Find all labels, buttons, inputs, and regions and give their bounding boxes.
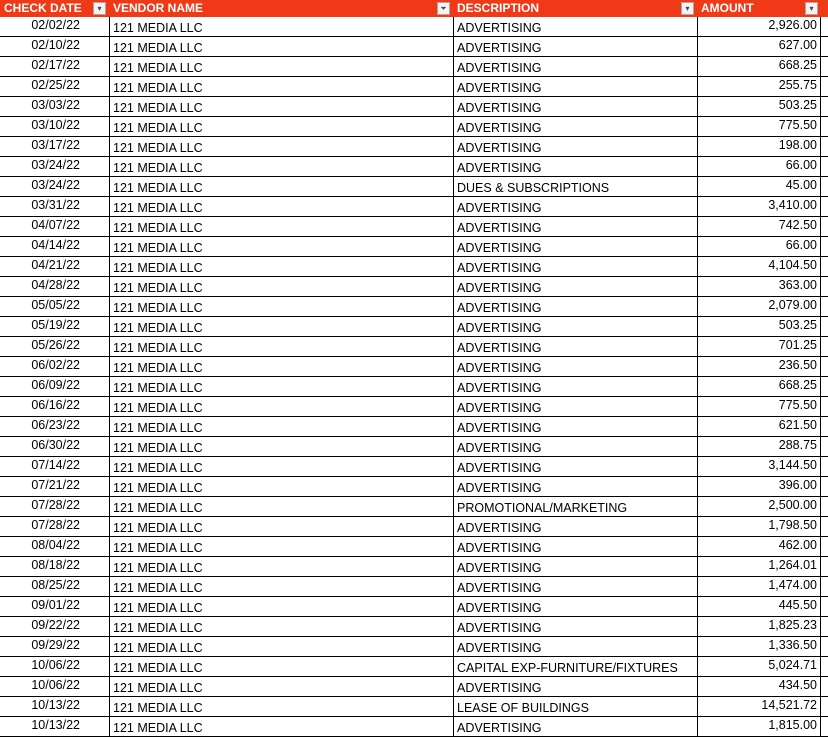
table-row[interactable] [0, 77, 828, 97]
check-date-cell[interactable]: 09/29/22 [31, 638, 80, 652]
check-date-cell[interactable]: 06/16/22 [31, 398, 80, 412]
amount-cell[interactable]: 66.00 [697, 157, 821, 177]
description-cell[interactable]: ADVERTISING [453, 517, 697, 537]
sort-filter-icon[interactable]: ▾ [93, 2, 106, 15]
vendor-name-cell[interactable]: 121 MEDIA LLC [109, 537, 453, 557]
vendor-name-cell[interactable]: 121 MEDIA LLC [109, 417, 453, 437]
description-cell[interactable]: ADVERTISING [453, 397, 697, 417]
check-date-cell[interactable]: 03/03/22 [31, 98, 80, 112]
check-date-cell[interactable]: 10/13/22 [31, 718, 80, 732]
vendor-name-cell[interactable]: 121 MEDIA LLC [109, 437, 453, 457]
vendor-name-cell[interactable]: 121 MEDIA LLC [109, 457, 453, 477]
check-date-cell[interactable]: 08/04/22 [31, 538, 80, 552]
description-cell[interactable]: ADVERTISING [453, 717, 697, 737]
header-check-date[interactable] [0, 0, 109, 17]
check-date-cell[interactable]: 04/21/22 [31, 258, 80, 272]
check-date-cell[interactable]: 03/10/22 [31, 118, 80, 132]
table-row[interactable] [0, 577, 828, 597]
vendor-name-cell[interactable]: 121 MEDIA LLC [109, 317, 453, 337]
check-date-cell[interactable]: 02/10/22 [31, 38, 80, 52]
amount-cell[interactable]: 775.50 [697, 117, 821, 137]
vendor-name-cell[interactable]: 121 MEDIA LLC [109, 677, 453, 697]
table-row[interactable] [0, 437, 828, 457]
table-row[interactable] [0, 37, 828, 57]
header-label: CHECK DATE [4, 1, 82, 15]
table-row[interactable] [0, 357, 828, 377]
vendor-name-cell[interactable]: 121 MEDIA LLC [109, 117, 453, 137]
table-row[interactable] [0, 317, 828, 337]
table-row[interactable] [0, 517, 828, 537]
amount-cell[interactable]: 2,500.00 [697, 497, 821, 517]
table-row[interactable] [0, 417, 828, 437]
vendor-name-cell[interactable]: 121 MEDIA LLC [109, 557, 453, 577]
table-row[interactable] [0, 617, 828, 637]
vendor-name-cell[interactable]: 121 MEDIA LLC [109, 97, 453, 117]
description-cell[interactable]: ADVERTISING [453, 257, 697, 277]
table-row[interactable] [0, 197, 828, 217]
description-cell[interactable]: ADVERTISING [453, 577, 697, 597]
amount-cell[interactable]: 668.25 [697, 377, 821, 397]
check-date-cell[interactable]: 02/02/22 [31, 18, 80, 32]
vendor-name-cell[interactable]: 121 MEDIA LLC [109, 337, 453, 357]
table-row[interactable] [0, 637, 828, 657]
vendor-name-cell[interactable]: 121 MEDIA LLC [109, 357, 453, 377]
amount-cell[interactable]: 45.00 [697, 177, 821, 197]
description-cell[interactable]: ADVERTISING [453, 437, 697, 457]
table-row[interactable] [0, 257, 828, 277]
vendor-name-cell[interactable]: 121 MEDIA LLC [109, 397, 453, 417]
vendor-name-cell[interactable]: 121 MEDIA LLC [109, 277, 453, 297]
amount-cell[interactable]: 363.00 [697, 277, 821, 297]
vendor-name-cell[interactable]: 121 MEDIA LLC [109, 297, 453, 317]
description-cell[interactable]: DUES & SUBSCRIPTIONS [453, 177, 697, 197]
description-cell[interactable]: ADVERTISING [453, 37, 697, 57]
description-cell[interactable]: ADVERTISING [453, 597, 697, 617]
check-date-cell[interactable]: 07/28/22 [31, 518, 80, 532]
description-cell[interactable]: CAPITAL EXP-FURNITURE/FIXTURES [453, 657, 697, 677]
vendor-name-cell[interactable]: 121 MEDIA LLC [109, 657, 453, 677]
description-cell[interactable]: ADVERTISING [453, 97, 697, 117]
header-label: VENDOR NAME [113, 1, 204, 15]
dropdown-arrow-icon[interactable]: ▾ [805, 2, 818, 15]
amount-cell[interactable]: 288.75 [697, 437, 821, 457]
amount-cell[interactable]: 3,410.00 [697, 197, 821, 217]
description-cell[interactable]: ADVERTISING [453, 237, 697, 257]
check-date-cell[interactable]: 03/31/22 [31, 198, 80, 212]
amount-cell[interactable]: 445.50 [697, 597, 821, 617]
table-row[interactable] [0, 717, 828, 737]
check-date-cell[interactable]: 07/21/22 [31, 478, 80, 492]
amount-cell[interactable]: 1,264.01 [697, 557, 821, 577]
amount-cell[interactable]: 434.50 [697, 677, 821, 697]
vendor-name-cell[interactable]: 121 MEDIA LLC [109, 197, 453, 217]
check-date-cell[interactable]: 08/18/22 [31, 558, 80, 572]
vendor-name-cell[interactable]: 121 MEDIA LLC [109, 517, 453, 537]
table-row[interactable] [0, 557, 828, 577]
check-date-cell[interactable]: 02/25/22 [31, 78, 80, 92]
table-row[interactable] [0, 337, 828, 357]
vendor-name-cell[interactable]: 121 MEDIA LLC [109, 637, 453, 657]
amount-cell[interactable]: 2,926.00 [697, 17, 821, 37]
header-row [0, 0, 828, 17]
description-cell[interactable]: ADVERTISING [453, 77, 697, 97]
amount-cell[interactable]: 236.50 [697, 357, 821, 377]
vendor-name-cell[interactable]: 121 MEDIA LLC [109, 697, 453, 717]
description-cell[interactable]: ADVERTISING [453, 137, 697, 157]
amount-cell[interactable]: 742.50 [697, 217, 821, 237]
amount-cell[interactable]: 462.00 [697, 537, 821, 557]
amount-cell[interactable]: 1,825.23 [697, 617, 821, 637]
amount-cell[interactable]: 1,798.50 [697, 517, 821, 537]
dropdown-arrow-icon[interactable]: ▾ [681, 2, 694, 15]
vendor-name-cell[interactable]: 121 MEDIA LLC [109, 597, 453, 617]
check-date-cell[interactable]: 06/02/22 [31, 358, 80, 372]
table-row[interactable] [0, 217, 828, 237]
description-cell[interactable]: ADVERTISING [453, 457, 697, 477]
table-row[interactable] [0, 237, 828, 257]
table-row[interactable] [0, 97, 828, 117]
amount-cell[interactable]: 668.25 [697, 57, 821, 77]
check-date-cell[interactable]: 09/22/22 [31, 618, 80, 632]
header-label: DESCRIPTION [457, 1, 540, 15]
check-date-cell[interactable]: 10/06/22 [31, 678, 80, 692]
amount-cell[interactable]: 1,336.50 [697, 637, 821, 657]
description-cell[interactable]: ADVERTISING [453, 557, 697, 577]
vendor-name-cell[interactable]: 121 MEDIA LLC [109, 217, 453, 237]
table-row[interactable] [0, 497, 828, 517]
amount-cell[interactable]: 5,024.71 [697, 657, 821, 677]
description-cell[interactable]: ADVERTISING [453, 297, 697, 317]
amount-cell[interactable]: 198.00 [697, 137, 821, 157]
table-row[interactable] [0, 477, 828, 497]
amount-cell[interactable]: 1,474.00 [697, 577, 821, 597]
amount-cell[interactable]: 503.25 [697, 97, 821, 117]
amount-cell[interactable]: 503.25 [697, 317, 821, 337]
check-date-cell[interactable]: 03/17/22 [31, 138, 80, 152]
amount-cell[interactable]: 4,104.50 [697, 257, 821, 277]
description-cell[interactable]: ADVERTISING [453, 337, 697, 357]
table-row[interactable] [0, 177, 828, 197]
amount-cell[interactable]: 396.00 [697, 477, 821, 497]
description-cell[interactable]: LEASE OF BUILDINGS [453, 697, 697, 717]
amount-cell[interactable]: 3,144.50 [697, 457, 821, 477]
table-row[interactable] [0, 537, 828, 557]
check-date-cell[interactable]: 08/25/22 [31, 578, 80, 592]
amount-cell[interactable]: 621.50 [697, 417, 821, 437]
description-cell[interactable]: ADVERTISING [453, 157, 697, 177]
vendor-name-cell[interactable]: 121 MEDIA LLC [109, 37, 453, 57]
description-cell[interactable]: ADVERTISING [453, 57, 697, 77]
description-cell[interactable]: ADVERTISING [453, 417, 697, 437]
check-date-cell[interactable]: 06/30/22 [31, 438, 80, 452]
description-cell[interactable]: ADVERTISING [453, 117, 697, 137]
table-row[interactable] [0, 657, 828, 677]
description-cell[interactable]: ADVERTISING [453, 17, 697, 37]
description-cell[interactable]: ADVERTISING [453, 217, 697, 237]
description-cell[interactable]: ADVERTISING [453, 677, 697, 697]
header-vendor-name[interactable] [109, 0, 453, 17]
table-row[interactable] [0, 397, 828, 417]
description-cell[interactable]: ADVERTISING [453, 357, 697, 377]
vendor-name-cell[interactable]: 121 MEDIA LLC [109, 77, 453, 97]
amount-cell[interactable]: 627.00 [697, 37, 821, 57]
vendor-name-cell[interactable]: 121 MEDIA LLC [109, 377, 453, 397]
vendor-name-cell[interactable]: 121 MEDIA LLC [109, 577, 453, 597]
active-filter-icon[interactable]: ⏷ [437, 2, 450, 15]
check-date-cell[interactable]: 09/01/22 [31, 598, 80, 612]
vendor-name-cell[interactable]: 121 MEDIA LLC [109, 157, 453, 177]
amount-cell[interactable]: 2,079.00 [697, 297, 821, 317]
vendor-name-cell[interactable]: 121 MEDIA LLC [109, 257, 453, 277]
check-date-cell[interactable]: 02/17/22 [31, 58, 80, 72]
vendor-name-cell[interactable]: 121 MEDIA LLC [109, 617, 453, 637]
check-date-cell[interactable]: 03/24/22 [31, 158, 80, 172]
table-row[interactable] [0, 117, 828, 137]
table-row[interactable] [0, 137, 828, 157]
header-description[interactable] [453, 0, 697, 17]
table-row[interactable] [0, 457, 828, 477]
description-cell[interactable]: ADVERTISING [453, 537, 697, 557]
check-date-cell[interactable]: 10/06/22 [31, 658, 80, 672]
vendor-name-cell[interactable]: 121 MEDIA LLC [109, 477, 453, 497]
table-row[interactable] [0, 277, 828, 297]
vendor-name-cell[interactable]: 121 MEDIA LLC [109, 17, 453, 37]
check-date-cell[interactable]: 04/07/22 [31, 218, 80, 232]
table-row[interactable] [0, 597, 828, 617]
table-row[interactable] [0, 17, 828, 37]
check-date-cell[interactable]: 05/05/22 [31, 298, 80, 312]
amount-cell[interactable]: 66.00 [697, 237, 821, 257]
check-date-cell[interactable]: 03/24/22 [31, 178, 80, 192]
check-date-cell[interactable]: 07/28/22 [31, 498, 80, 512]
check-date-cell[interactable]: 06/09/22 [31, 378, 80, 392]
check-date-cell[interactable]: 04/28/22 [31, 278, 80, 292]
vendor-name-cell[interactable]: 121 MEDIA LLC [109, 177, 453, 197]
table-row[interactable] [0, 297, 828, 317]
vendor-name-cell[interactable]: 121 MEDIA LLC [109, 237, 453, 257]
check-date-cell[interactable]: 10/13/22 [31, 698, 80, 712]
check-date-cell[interactable]: 07/14/22 [31, 458, 80, 472]
header-label: AMOUNT [701, 1, 754, 15]
table-row[interactable] [0, 57, 828, 77]
vendor-name-cell[interactable]: 121 MEDIA LLC [109, 497, 453, 517]
amount-cell[interactable]: 701.25 [697, 337, 821, 357]
amount-cell[interactable]: 1,815.00 [697, 717, 821, 737]
check-date-cell[interactable]: 06/23/22 [31, 418, 80, 432]
description-cell[interactable]: PROMOTIONAL/MARKETING [453, 497, 697, 517]
amount-cell[interactable]: 255.75 [697, 77, 821, 97]
description-cell[interactable]: ADVERTISING [453, 277, 697, 297]
table-row[interactable] [0, 157, 828, 177]
vendor-name-cell[interactable]: 121 MEDIA LLC [109, 717, 453, 737]
header-amount[interactable] [697, 0, 821, 17]
check-date-cell[interactable]: 05/26/22 [31, 338, 80, 352]
table-row[interactable] [0, 697, 828, 717]
vendor-name-cell[interactable]: 121 MEDIA LLC [109, 57, 453, 77]
description-cell[interactable]: ADVERTISING [453, 317, 697, 337]
amount-cell[interactable]: 14,521.72 [697, 697, 821, 717]
description-cell[interactable]: ADVERTISING [453, 637, 697, 657]
description-cell[interactable]: ADVERTISING [453, 477, 697, 497]
description-cell[interactable]: ADVERTISING [453, 617, 697, 637]
description-cell[interactable]: ADVERTISING [453, 377, 697, 397]
table-row[interactable] [0, 377, 828, 397]
vendor-name-cell[interactable]: 121 MEDIA LLC [109, 137, 453, 157]
check-date-cell[interactable]: 05/19/22 [31, 318, 80, 332]
amount-cell[interactable]: 775.50 [697, 397, 821, 417]
description-cell[interactable]: ADVERTISING [453, 197, 697, 217]
check-date-cell[interactable]: 04/14/22 [31, 238, 80, 252]
table-row[interactable] [0, 677, 828, 697]
